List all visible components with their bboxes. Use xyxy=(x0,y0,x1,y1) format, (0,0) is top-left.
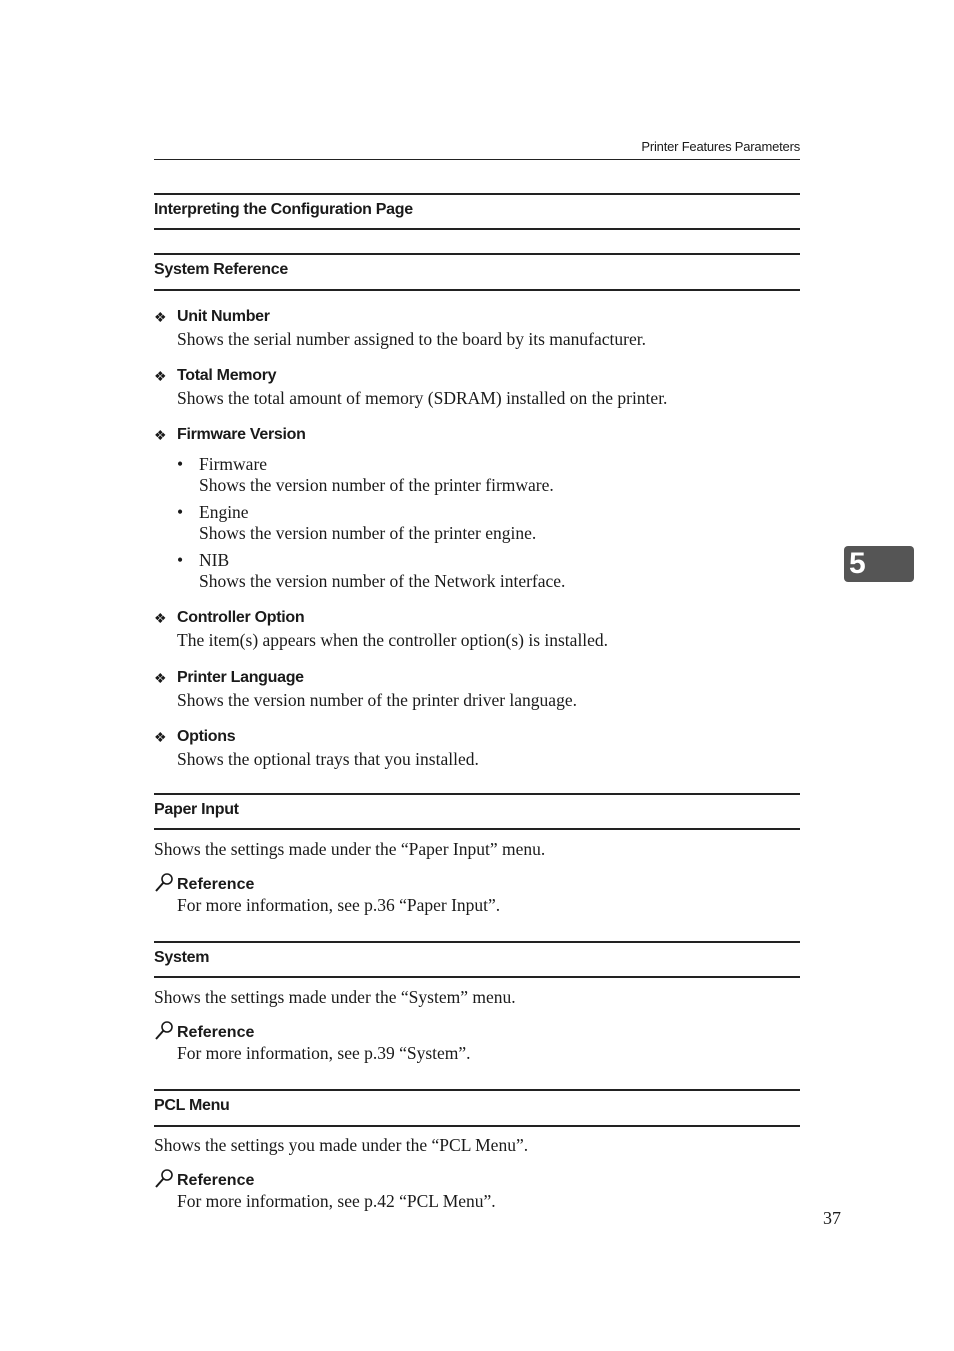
item-options xyxy=(154,727,479,770)
section-pcl-menu-title: PCL Menu xyxy=(154,1097,230,1114)
reference-label: Reference xyxy=(177,1024,255,1041)
list-item-nib xyxy=(177,550,565,592)
magnifier-icon xyxy=(154,1168,177,1190)
chapter-number: 5 xyxy=(849,547,866,580)
section-interpreting xyxy=(154,193,800,230)
item-total-memory xyxy=(154,366,667,409)
item-printer-language xyxy=(154,668,577,711)
chapter-tab xyxy=(844,546,914,582)
bullet-icon: • xyxy=(177,502,184,522)
magnifier-icon xyxy=(154,872,177,894)
reference-label: Reference xyxy=(177,1172,255,1189)
list-item-name: Engine xyxy=(199,502,249,522)
pcl-text: Shows the settings you made under the “PCL Menu”. xyxy=(154,1135,529,1155)
reference-label: Reference xyxy=(177,876,255,893)
section-system-reference-title: System Reference xyxy=(154,261,288,278)
diamond-icon: ❖ xyxy=(154,669,167,686)
item-controller-option xyxy=(154,608,608,651)
list-item-desc: Shows the version number of the Network interface. xyxy=(199,571,566,591)
section-interpreting-title: Interpreting the Configuration Page xyxy=(154,201,413,218)
section-paper-input-title: Paper Input xyxy=(154,801,239,818)
item-title: Firmware Version xyxy=(177,426,306,443)
reference-paper-input xyxy=(154,870,500,916)
page-number: 37 xyxy=(823,1208,841,1228)
reference-text: For more information, see p.42 “PCL Menu”. xyxy=(177,1191,496,1211)
item-desc: Shows the version number of the printer driver language. xyxy=(177,690,577,710)
list-item-engine xyxy=(177,502,536,544)
section-system-reference xyxy=(154,253,800,291)
reference-text: For more information, see p.36 “Paper Input”. xyxy=(177,895,501,915)
item-desc: Shows the optional trays that you installed. xyxy=(177,749,479,769)
item-title: Controller Option xyxy=(177,609,305,626)
section-system-title: System xyxy=(154,949,210,966)
item-desc: Shows the serial number assigned to the board by its manufacturer. xyxy=(177,329,646,349)
section-paper-input xyxy=(154,793,800,830)
section-system xyxy=(154,941,800,978)
magnifier-icon xyxy=(154,1020,177,1042)
reference-text: For more information, see p.39 “System”. xyxy=(177,1043,471,1063)
item-desc: Shows the total amount of memory (SDRAM) installed on the printer. xyxy=(177,388,668,408)
item-title: Unit Number xyxy=(177,308,270,325)
header-rule xyxy=(154,159,800,160)
reference-system xyxy=(154,1018,471,1064)
list-item-desc: Shows the version number of the printer firmware. xyxy=(199,475,554,495)
diamond-icon: ❖ xyxy=(154,367,167,384)
item-title: Total Memory xyxy=(177,367,277,384)
diamond-icon: ❖ xyxy=(154,609,167,626)
list-item-firmware xyxy=(177,454,554,496)
bullet-icon: • xyxy=(177,454,184,474)
reference-pcl xyxy=(154,1166,496,1212)
diamond-icon: ❖ xyxy=(154,308,167,325)
list-item-name: NIB xyxy=(199,550,230,570)
diamond-icon: ❖ xyxy=(154,426,167,443)
section-pcl-menu xyxy=(154,1089,800,1127)
item-firmware-version xyxy=(154,425,306,445)
running-header: Printer Features Parameters xyxy=(641,139,800,154)
system-text: Shows the settings made under the “System” menu. xyxy=(154,987,516,1007)
diamond-icon: ❖ xyxy=(154,728,167,745)
item-desc: The item(s) appears when the controller option(s) is installed. xyxy=(177,630,609,650)
item-unit-number xyxy=(154,307,646,350)
list-item-desc: Shows the version number of the printer engine. xyxy=(199,523,537,543)
item-title: Printer Language xyxy=(177,669,304,686)
bullet-icon: • xyxy=(177,550,184,570)
list-item-name: Firmware xyxy=(199,454,268,474)
paper-input-text: Shows the settings made under the “Paper Input” menu. xyxy=(154,839,546,859)
item-title: Options xyxy=(177,728,236,745)
